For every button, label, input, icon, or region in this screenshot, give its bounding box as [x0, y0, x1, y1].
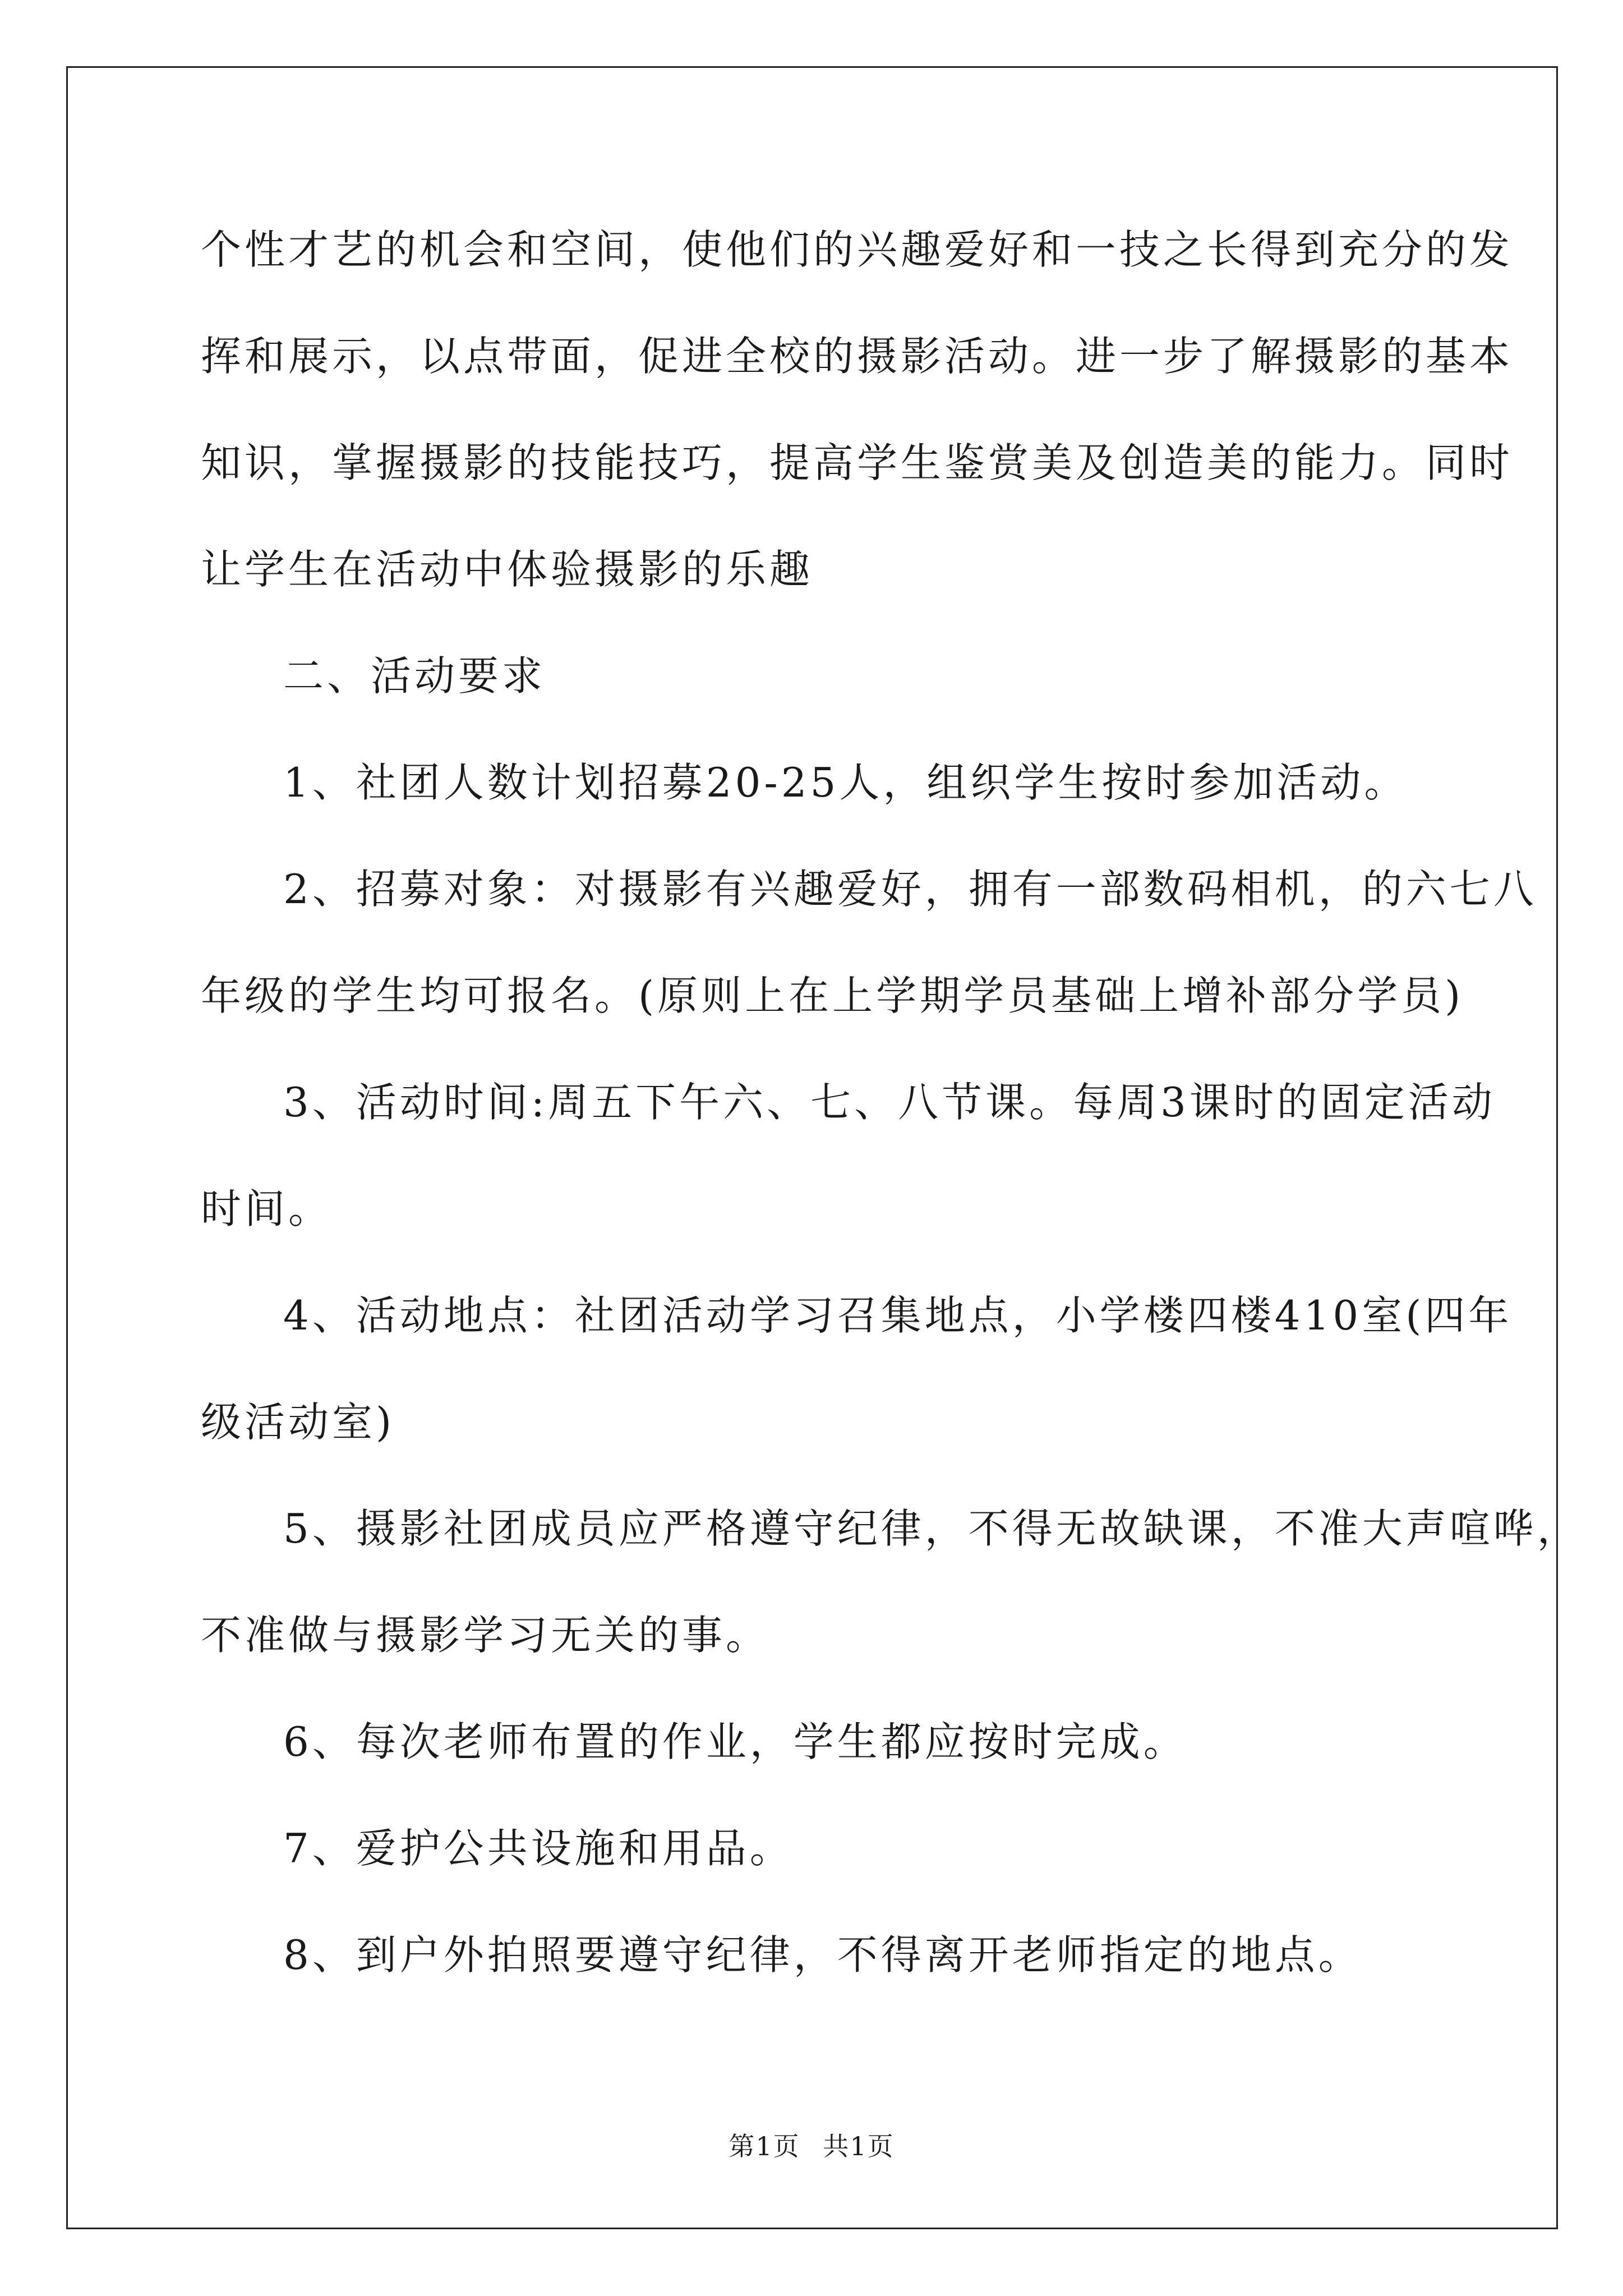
intro-line-2: 挥和展示，以点带面，促进全校的摄影活动。进一步了解摄影的基本	[201, 333, 1514, 380]
page-border	[66, 66, 1558, 2229]
item-7-line-1: 7、爱护公共设施和用品。	[283, 1825, 794, 1872]
page-number-total: 共1页	[823, 2131, 895, 2161]
item-1-line-1: 1、社团人数计划招募20-25人，组织学生按时参加活动。	[283, 759, 1408, 806]
item-3-line-2: 时间。	[201, 1185, 333, 1232]
intro-line-3: 知识，掌握摄影的技能技巧，提高学生鉴赏美及创造美的能力。同时	[201, 439, 1514, 486]
intro-line-1: 个性才艺的机会和空间，使他们的兴趣爱好和一技之长得到充分的发	[201, 226, 1514, 273]
page-number-current: 第1页	[728, 2131, 800, 2161]
item-2-line-2: 年级的学生均可报名。(原则上在上学期学员基础上增补部分学员)	[201, 972, 1464, 1019]
intro-line-4: 让学生在活动中体验摄影的乐趣	[201, 546, 814, 593]
section-heading: 二、活动要求	[283, 652, 546, 700]
item-4-line-1: 4、活动地点：社团活动学习召集地点，小学楼四楼410室(四年	[283, 1292, 1513, 1339]
page-footer	[0, 2126, 1623, 2163]
item-3-line-1: 3、活动时间:周五下午六、七、八节课。每周3课时的固定活动	[283, 1079, 1496, 1126]
item-5-line-2: 不准做与摄影学习无关的事。	[201, 1612, 770, 1659]
item-4-line-2: 级活动室)	[201, 1398, 395, 1446]
item-8-line-1: 8、到户外拍照要遵守纪律，不得离开老师指定的地点。	[283, 1931, 1362, 1978]
item-2-line-1: 2、招募对象：对摄影有兴趣爱好，拥有一部数码相机，的六七八	[283, 866, 1537, 913]
item-6-line-1: 6、每次老师布置的作业，学生都应按时完成。	[283, 1718, 1187, 1765]
item-5-line-1: 5、摄影社团成员应严格遵守纪律，不得无故缺课，不准大声喧哗，	[283, 1505, 1581, 1552]
